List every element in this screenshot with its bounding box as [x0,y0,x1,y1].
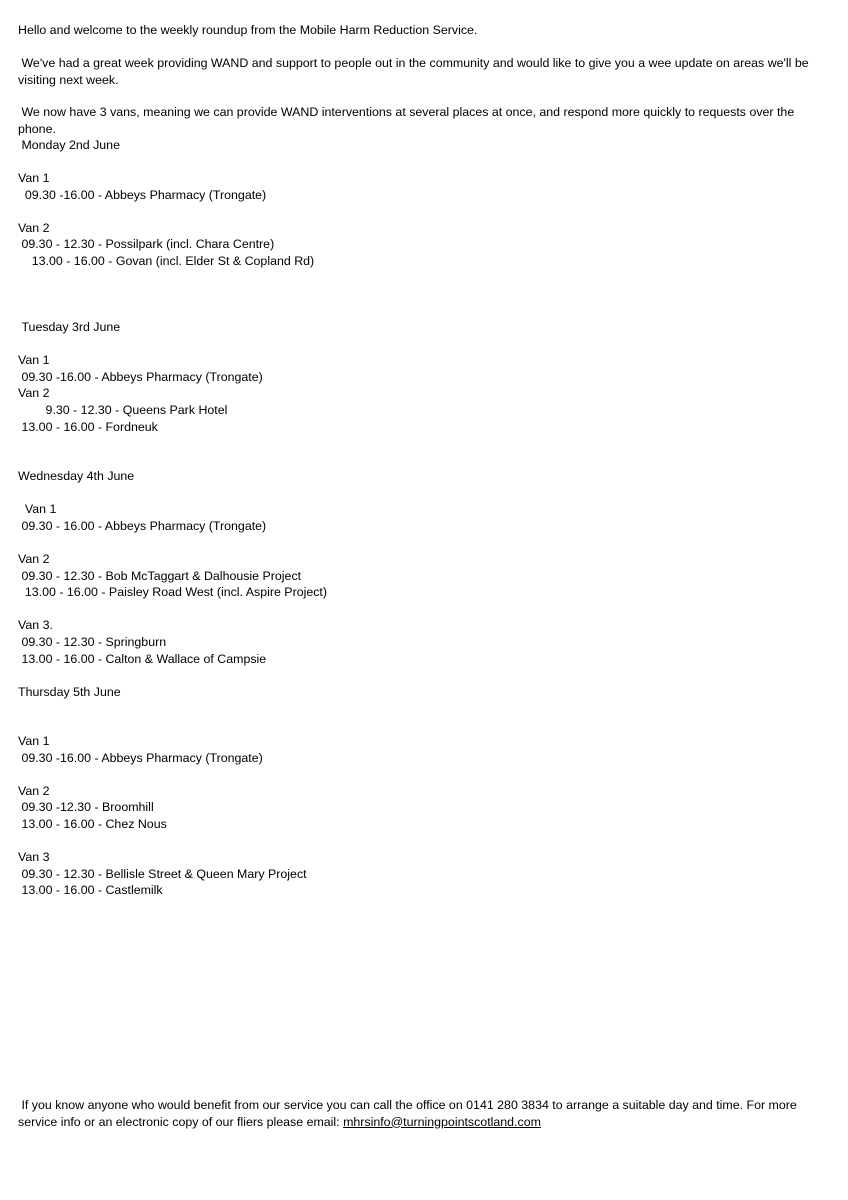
footer-text: If you know anyone who would benefit from our service you can call the office on 0141 280 3834 to arrange a suitable day and time. For more service info or an electronic copy of our fliers please email: [18,1098,801,1129]
day-heading-wednesday: Wednesday 4th June [18,469,135,483]
van-label: Van 3 [18,850,50,864]
footer-contact [18,1097,834,1130]
schedule-slot: 13.00 - 16.00 - Govan (incl. Elder St & Copland Rd) [18,254,315,268]
schedule-slot: 09.30 -16.00 - Abbeys Pharmacy (Trongate) [18,188,267,202]
email-link[interactable]: mhrsinfo@turningpointscotland.com [343,1114,541,1129]
van-label: Van 2 [18,784,50,798]
schedule-slot: 13.00 - 16.00 - Calton & Wallace of Campsie [18,652,267,666]
schedule-slot: 09.30 -16.00 - Abbeys Pharmacy (Trongate) [18,370,263,384]
van-label: Van 3. [18,618,53,632]
day-heading-tuesday: Tuesday 3rd June [18,320,121,334]
schedule-slot: 09.30 -12.30 - Broomhill [18,800,154,814]
schedule-slot: 09.30 - 16.00 - Abbeys Pharmacy (Trongate) [18,519,267,533]
van-label: Van 2 [18,221,50,235]
van-label: Van 1 [18,353,50,367]
schedule-slot: 13.00 - 16.00 - Chez Nous [18,817,167,831]
schedule-slot: 9.30 - 12.30 - Queens Park Hotel [18,403,228,417]
schedule-slot: 09.30 - 12.30 - Possilpark (incl. Chara Centre) [18,237,275,251]
van-label: Van 1 [18,171,50,185]
intro-vans: We now have 3 vans, meaning we can provide WAND interventions at several places at once, and respond more quickly to requests over the phone. [18,105,798,136]
van-label: Van 2 [18,552,50,566]
schedule-slot: 09.30 -16.00 - Abbeys Pharmacy (Trongate) [18,751,263,765]
schedule-slot: 13.00 - 16.00 - Fordneuk [18,420,158,434]
day-heading-thursday: Thursday 5th June [18,685,121,699]
schedule-slot: 13.00 - 16.00 - Paisley Road West (incl. Aspire Project) [18,585,327,599]
van-label: Van 1 [18,502,57,516]
schedule-slot: 09.30 - 12.30 - Springburn [18,635,167,649]
schedule-slot: 13.00 - 16.00 - Castlemilk [18,883,163,897]
intro-greeting: Hello and welcome to the weekly roundup from the Mobile Harm Reduction Service. [18,23,478,37]
van-label: Van 2 [18,386,50,400]
intro-update: We've had a great week providing WAND and support to people out in the community and would like to give you a wee update on areas we'll be visiting next week. [18,56,813,87]
schedule-slot: 09.30 - 12.30 - Bob McTaggart & Dalhousie Project [18,569,302,583]
schedule-slot: 09.30 - 12.30 - Bellisle Street & Queen Mary Project [18,867,307,881]
van-label: Van 1 [18,734,50,748]
day-heading-monday: Monday 2nd June [18,138,120,152]
